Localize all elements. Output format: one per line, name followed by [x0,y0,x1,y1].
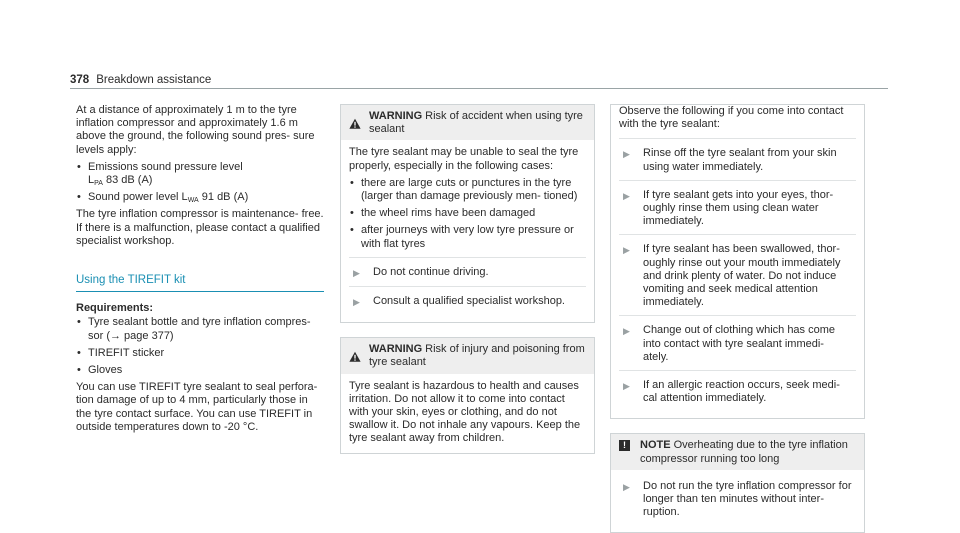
usage-text: You can use TIREFIT tyre sealant to seal perfora- tion damage of up to 4 mm, particularly those in the tyre contact surface. You can use TIREFIT in outside temperatures down to -20 °C. [76,381,318,433]
step-text: If an allergic reaction occurs, seek medi- cal attention immediately. [643,379,840,405]
warning-keyword: WARNING [369,110,423,122]
column-right [610,104,865,533]
power-label: Sound power level L [88,191,188,204]
warning-body [341,140,594,322]
power-subscript: WA [187,197,199,205]
action-step [619,181,856,235]
action-step [619,139,856,179]
section-name: Breakdown assistance [96,74,212,86]
requirements-label: Requirements: [76,302,154,315]
maintenance-text: The tyre inflation compressor is maintenance- free. If there is a malfunction, please contact a qualified specialist workshop. [76,208,324,247]
list-item: • after journeys with very low tyre pressure or with flat tyres [349,224,586,250]
step-arrow-icon: ▶ [623,190,630,201]
contact-instructions-box [610,104,865,419]
contact-intro: Observe the following if you come into contact with the tyre sealant: [619,105,844,131]
note-header [611,434,864,469]
warning-keyword: WARNING [369,343,423,356]
sound-intro: At a distance of approximately 1 m to the tyre inflation compressor and approximately 1.6 m above the ground, the following sound pres- sure levels apply: [76,104,315,156]
warning-title: Risk of accident when using tyre sealant [369,110,583,136]
warning-case-list [349,177,586,251]
list-item [76,191,324,204]
emission-value: 83 dB (A) [102,174,153,187]
step-arrow-icon: ▶ [623,326,630,337]
step-arrow-icon: ▶ [353,267,360,278]
warning-text: Tyre sealant is hazardous to health and causes irritation. Do not allow it to come into contact with your skin, eyes or clothing, and do not swallow it. Do not inhale any vapours. Keep the tyre sealant away from children. [349,379,581,445]
step-text: Do not run the tyre inflation compressor for longer than ten minutes without inter- ruption. [643,479,852,519]
column-middle [340,104,595,454]
requirements-list [76,316,324,377]
step-text: Change out of clothing which has come into contact with tyre sealant immedi- ately. [643,324,836,363]
warning-header [341,338,594,373]
warning-title: Risk of injury and poisoning from tyre sealant [369,343,585,369]
list-item: • the wheel rims have been damaged [349,207,586,220]
header-divider [70,88,888,89]
warning-box-accident [340,104,595,323]
section-heading: Using the TIREFIT kit [76,274,324,292]
step-arrow-icon: ▶ [623,381,630,392]
warning-triangle-icon [349,344,361,369]
note-title: Overheating due to the tyre inflation compressor running too long [640,439,848,465]
warning-header [341,105,594,140]
warning-intro: The tyre sealant may be unable to seal the tyre properly, especially in the following cases: [349,146,579,172]
action-step [619,371,856,411]
sound-level-list [76,161,324,205]
exclamation-icon: ! [619,440,630,451]
action-step [349,287,586,315]
action-step [619,316,856,370]
note-box [610,433,865,533]
contact-body [611,105,864,418]
column-left [76,104,324,434]
step-text: Do not continue driving. [373,265,489,278]
page-header [70,74,888,86]
step-text: Consult a qualified specialist workshop. [373,295,565,308]
step-arrow-icon: ▶ [623,481,630,492]
warning-body [341,374,594,453]
note-keyword: NOTE [640,439,671,452]
step-arrow-icon: ▶ [623,149,630,160]
action-step [619,235,856,315]
step-arrow-icon: ▶ [623,245,630,256]
list-item [76,161,324,187]
page-number: 378 [70,74,90,86]
list-item: • Gloves [76,364,324,377]
list-item: • there are large cuts or punctures in the tyre (larger than damage previously men- tioned) [349,177,586,203]
power-value: 91 dB (A) [198,191,249,204]
step-arrow-icon: ▶ [353,297,360,308]
step-text: If tyre sealant gets into your eyes, thor- oughly rinse them using clean water immediately. [643,188,834,228]
warning-box-poisoning [340,337,595,453]
step-text: Rinse off the tyre sealant from your skin using water immediately. [643,147,837,173]
list-item: • Tyre sealant bottle and tyre inflation compres- sor (→ page 377) [76,316,324,342]
note-body [611,470,864,533]
emission-label: Emissions sound pressure level [88,160,243,173]
emission-symbol: L [88,174,95,187]
step-text: If tyre sealant has been swallowed, thor- oughly rinse out your mouth immediately and drink plenty of water. Do not induce vomiting and seek medical attention immediately. [643,243,841,309]
warning-triangle-icon [349,111,361,136]
action-step [619,472,856,526]
emission-subscript: PA [94,180,103,188]
list-item: • TIREFIT sticker [76,347,324,360]
action-step [349,258,586,286]
